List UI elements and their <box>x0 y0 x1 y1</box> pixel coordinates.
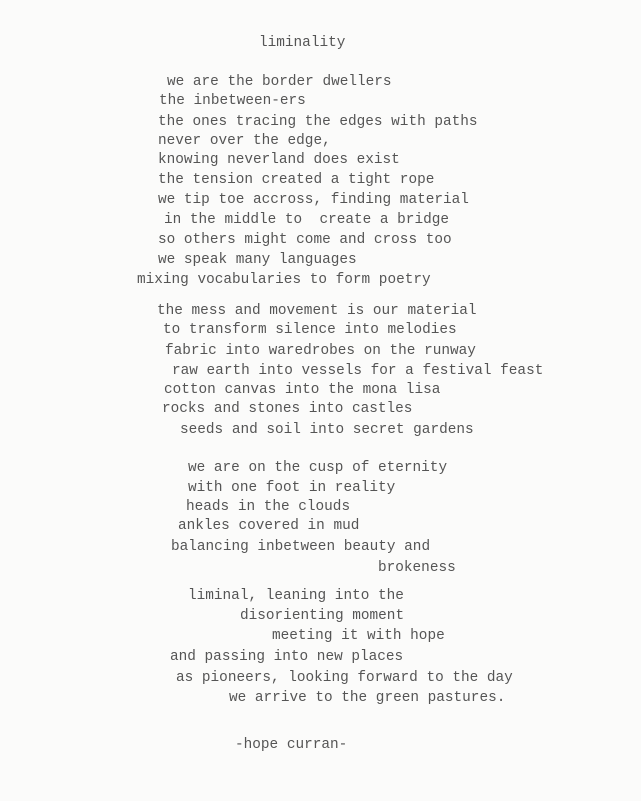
poem-line: in the middle to create a bridge <box>164 212 449 228</box>
poem-line: the tension created a tight rope <box>158 172 435 188</box>
poem-line: the inbetween-ers <box>159 93 306 109</box>
poem-line: with one foot in reality <box>188 480 396 496</box>
poem-line: disorienting moment <box>240 608 405 624</box>
poem-line: fabric into waredrobes on the runway <box>165 343 476 359</box>
poem-line: we tip toe accross, finding material <box>158 192 469 208</box>
poem-line: never over the edge, <box>158 133 331 149</box>
poem-line: the mess and movement is our material <box>157 303 477 319</box>
poem-line: we arrive to the green pastures. <box>229 690 506 706</box>
poem-line: liminal, leaning into the <box>188 588 404 604</box>
poem-line: seeds and soil into secret gardens <box>180 422 474 438</box>
poem-line: we speak many languages <box>158 252 357 268</box>
poem-line: and passing into new places <box>170 649 404 665</box>
poem-line: ankles covered in mud <box>178 518 360 534</box>
poem-line: as pioneers, looking forward to the day <box>176 670 513 686</box>
poem-line: knowing neverland does exist <box>158 152 400 168</box>
poem-line: we are on the cusp of eternity <box>188 460 448 476</box>
poem-line: brokeness <box>378 560 456 576</box>
poem-line: balancing inbetween beauty and <box>171 539 431 555</box>
poem-line: we are the border dwellers <box>167 74 392 90</box>
poem-line: the ones tracing the edges with paths <box>158 114 478 130</box>
poem-line: to transform silence into melodies <box>163 322 457 338</box>
poem-line: meeting it with hope <box>272 628 445 644</box>
signature: -hope curran- <box>235 737 348 753</box>
poem-line: heads in the clouds <box>186 499 351 515</box>
poem-title: liminality <box>259 35 346 51</box>
poem-line: so others might come and cross too <box>158 232 452 248</box>
poem-line: raw earth into vessels for a festival feast <box>172 363 544 379</box>
poem-line: rocks and stones into castles <box>162 401 413 417</box>
poem-line: cotton canvas into the mona lisa <box>164 382 441 398</box>
poem-line: mixing vocabularies to form poetry <box>137 272 431 288</box>
